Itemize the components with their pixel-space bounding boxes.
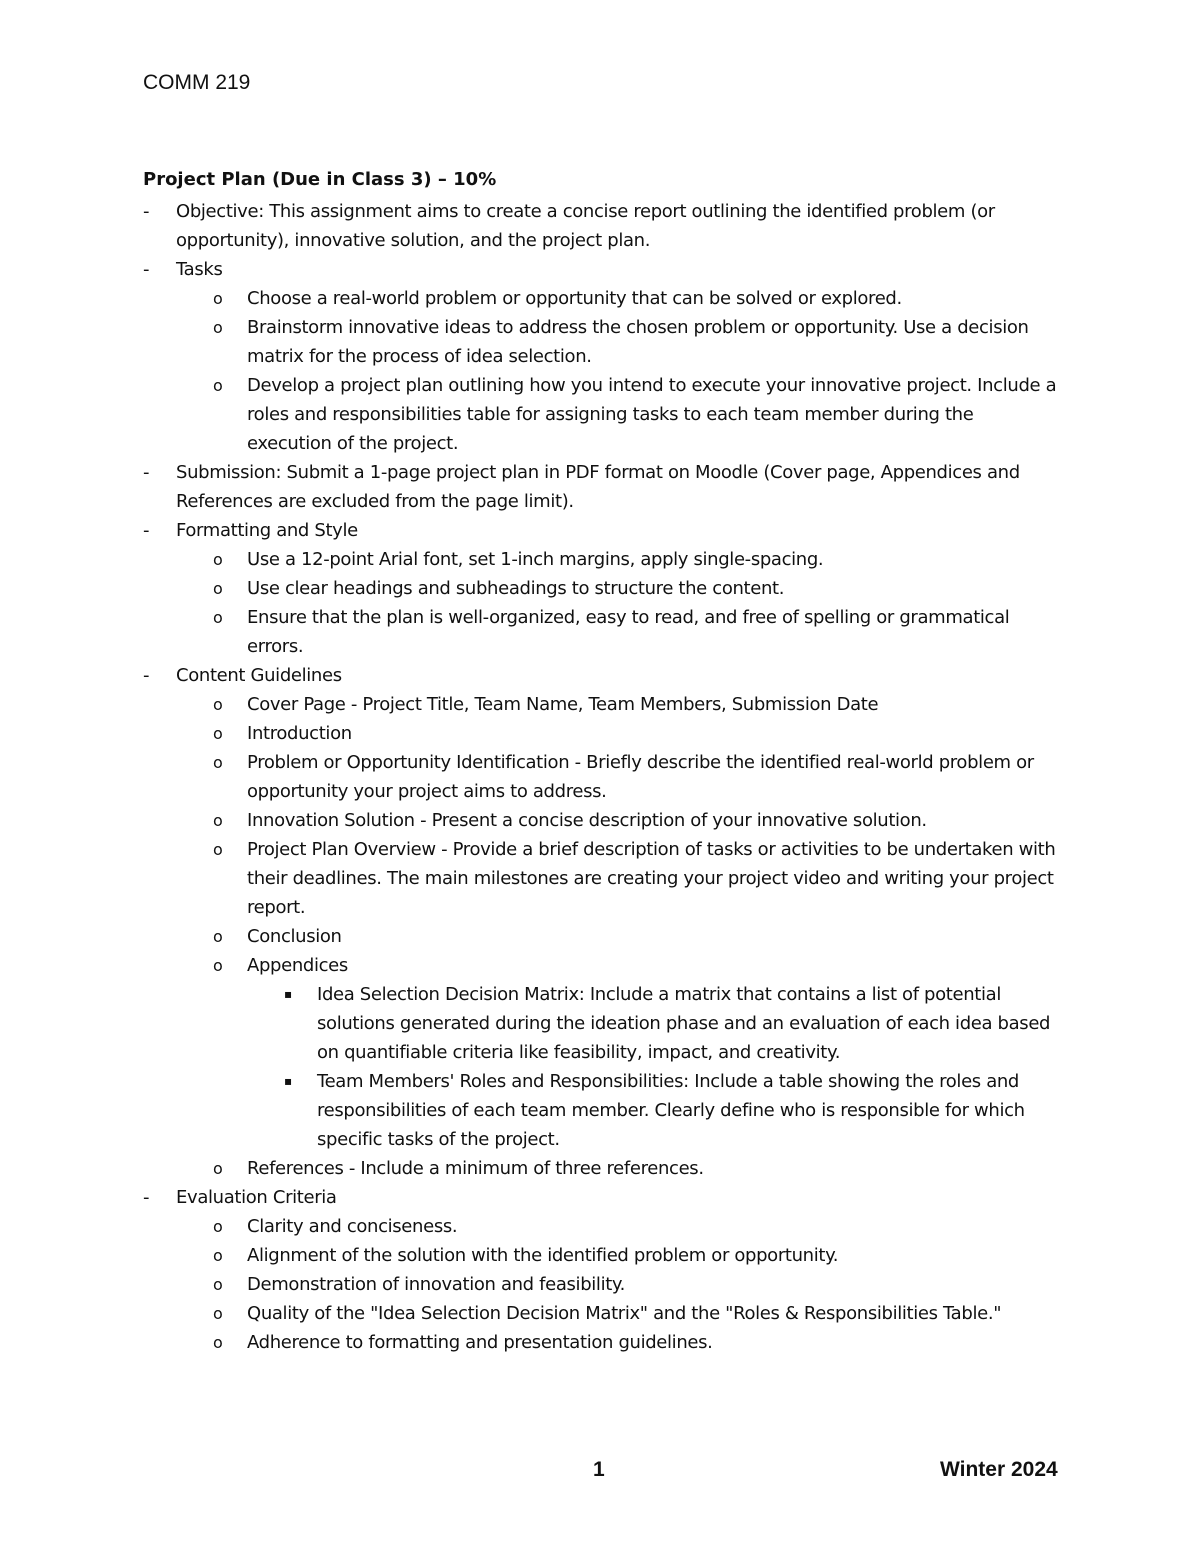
section-title: Project Plan (Due in Class 3) – 10% bbox=[143, 169, 497, 190]
tasks-label: Tasks bbox=[176, 259, 223, 280]
content-text: Conclusion bbox=[247, 926, 342, 947]
formatting-text: Use clear headings and subheadings to structure the content. bbox=[247, 578, 785, 599]
appendix-subitem bbox=[143, 980, 1063, 1067]
circle-marker: o bbox=[213, 840, 223, 859]
evaluation-text: Clarity and conciseness. bbox=[247, 1216, 458, 1237]
dash-marker: - bbox=[143, 462, 150, 483]
circle-marker: o bbox=[213, 1217, 223, 1236]
appendix-text: Team Members' Roles and Responsibilities: Include a table showing the roles and responsibilities of each team member. Clearly define who is responsible for which specific tasks of the project. bbox=[317, 1071, 1025, 1150]
evaluation-text: Demonstration of innovation and feasibility. bbox=[247, 1274, 626, 1295]
task-subitem bbox=[143, 313, 1063, 371]
submission-item bbox=[143, 458, 1063, 516]
formatting-subitem bbox=[143, 574, 1063, 603]
circle-marker: o bbox=[213, 753, 223, 772]
objective-text: Objective: This assignment aims to create a concise report outlining the identified problem (or opportunity), innovative solution, and the project plan. bbox=[176, 201, 995, 251]
circle-marker: o bbox=[213, 811, 223, 830]
evaluation-subitem bbox=[143, 1241, 1063, 1270]
circle-marker: o bbox=[213, 927, 223, 946]
document-body bbox=[143, 165, 1063, 1357]
task-subitem bbox=[143, 284, 1063, 313]
task-subitem bbox=[143, 371, 1063, 458]
formatting-subitem bbox=[143, 545, 1063, 574]
evaluation-subitem bbox=[143, 1299, 1063, 1328]
task-text: Develop a project plan outlining how you intend to execute your innovative project. Include a roles and responsibilities table for assigning tasks to each team member during the execution of the project. bbox=[247, 375, 1057, 454]
circle-marker: o bbox=[213, 695, 223, 714]
content-text: Problem or Opportunity Identification - Briefly describe the identified real-world problem or opportunity your project aims to address. bbox=[247, 752, 1034, 802]
dash-marker: - bbox=[143, 201, 150, 222]
content-guidelines-label: Content Guidelines bbox=[176, 665, 342, 686]
square-bullet-marker: ▪ bbox=[284, 987, 292, 1001]
content-text: Project Plan Overview - Provide a brief description of tasks or activities to be undertaken with their deadlines. The main milestones are creating your project video and writing your project report. bbox=[247, 839, 1056, 918]
content-guidelines-item bbox=[143, 661, 1063, 690]
task-text: Brainstorm innovative ideas to address the chosen problem or opportunity. Use a decision matrix for the process of idea selection. bbox=[247, 317, 1029, 367]
content-text: Introduction bbox=[247, 723, 352, 744]
appendix-text: Idea Selection Decision Matrix: Include a matrix that contains a list of potential solutions generated during the ideation phase and an evaluation of each idea based on quantifiable criteria like feasibility, impact, and creativity. bbox=[317, 984, 1051, 1063]
circle-marker: o bbox=[213, 376, 223, 395]
content-subitem bbox=[143, 1154, 1063, 1183]
circle-marker: o bbox=[213, 1333, 223, 1352]
content-text: Cover Page - Project Title, Team Name, Team Members, Submission Date bbox=[247, 694, 879, 715]
evaluation-text: Quality of the "Idea Selection Decision Matrix" and the "Roles & Responsibilities Table." bbox=[247, 1303, 1002, 1324]
circle-marker: o bbox=[213, 956, 223, 975]
formatting-item bbox=[143, 516, 1063, 545]
circle-marker: o bbox=[213, 579, 223, 598]
formatting-text: Use a 12-point Arial font, set 1-inch margins, apply single-spacing. bbox=[247, 549, 824, 570]
content-subitem bbox=[143, 806, 1063, 835]
content-text: Appendices bbox=[247, 955, 348, 976]
submission-text: Submission: Submit a 1-page project plan in PDF format on Moodle (Cover page, Appendices and References are excluded from the page limit). bbox=[176, 462, 1020, 512]
task-text: Choose a real-world problem or opportunity that can be solved or explored. bbox=[247, 288, 902, 309]
circle-marker: o bbox=[213, 318, 223, 337]
evaluation-label: Evaluation Criteria bbox=[176, 1187, 337, 1208]
content-subitem bbox=[143, 748, 1063, 806]
references-text: References - Include a minimum of three references. bbox=[247, 1158, 704, 1179]
circle-marker: o bbox=[213, 1246, 223, 1265]
circle-marker: o bbox=[213, 608, 223, 627]
evaluation-text: Alignment of the solution with the identified problem or opportunity. bbox=[247, 1245, 839, 1266]
dash-marker: - bbox=[143, 1187, 150, 1208]
content-subitem bbox=[143, 951, 1063, 980]
page-number: 1 bbox=[593, 1458, 605, 1481]
content-subitem bbox=[143, 835, 1063, 922]
evaluation-subitem bbox=[143, 1328, 1063, 1357]
formatting-label: Formatting and Style bbox=[176, 520, 358, 541]
dash-marker: - bbox=[143, 520, 150, 541]
appendix-subitem bbox=[143, 1067, 1063, 1154]
dash-marker: - bbox=[143, 665, 150, 686]
content-subitem bbox=[143, 922, 1063, 951]
evaluation-text: Adherence to formatting and presentation guidelines. bbox=[247, 1332, 713, 1353]
formatting-text: Ensure that the plan is well-organized, easy to read, and free of spelling or grammatical errors. bbox=[247, 607, 1010, 657]
tasks-item bbox=[143, 255, 1063, 284]
content-subitem bbox=[143, 719, 1063, 748]
circle-marker: o bbox=[213, 724, 223, 743]
content-text: Innovation Solution - Present a concise description of your innovative solution. bbox=[247, 810, 927, 831]
circle-marker: o bbox=[213, 289, 223, 308]
evaluation-item bbox=[143, 1183, 1063, 1212]
dash-marker: - bbox=[143, 259, 150, 280]
square-bullet-marker: ▪ bbox=[284, 1074, 292, 1088]
circle-marker: o bbox=[213, 550, 223, 569]
course-header: COMM 219 bbox=[143, 71, 251, 94]
term-label: Winter 2024 bbox=[940, 1458, 1058, 1481]
evaluation-subitem bbox=[143, 1212, 1063, 1241]
circle-marker: o bbox=[213, 1275, 223, 1294]
circle-marker: o bbox=[213, 1304, 223, 1323]
content-subitem bbox=[143, 690, 1063, 719]
circle-marker: o bbox=[213, 1159, 223, 1178]
objective-item bbox=[143, 197, 1063, 255]
evaluation-subitem bbox=[143, 1270, 1063, 1299]
formatting-subitem bbox=[143, 603, 1063, 661]
